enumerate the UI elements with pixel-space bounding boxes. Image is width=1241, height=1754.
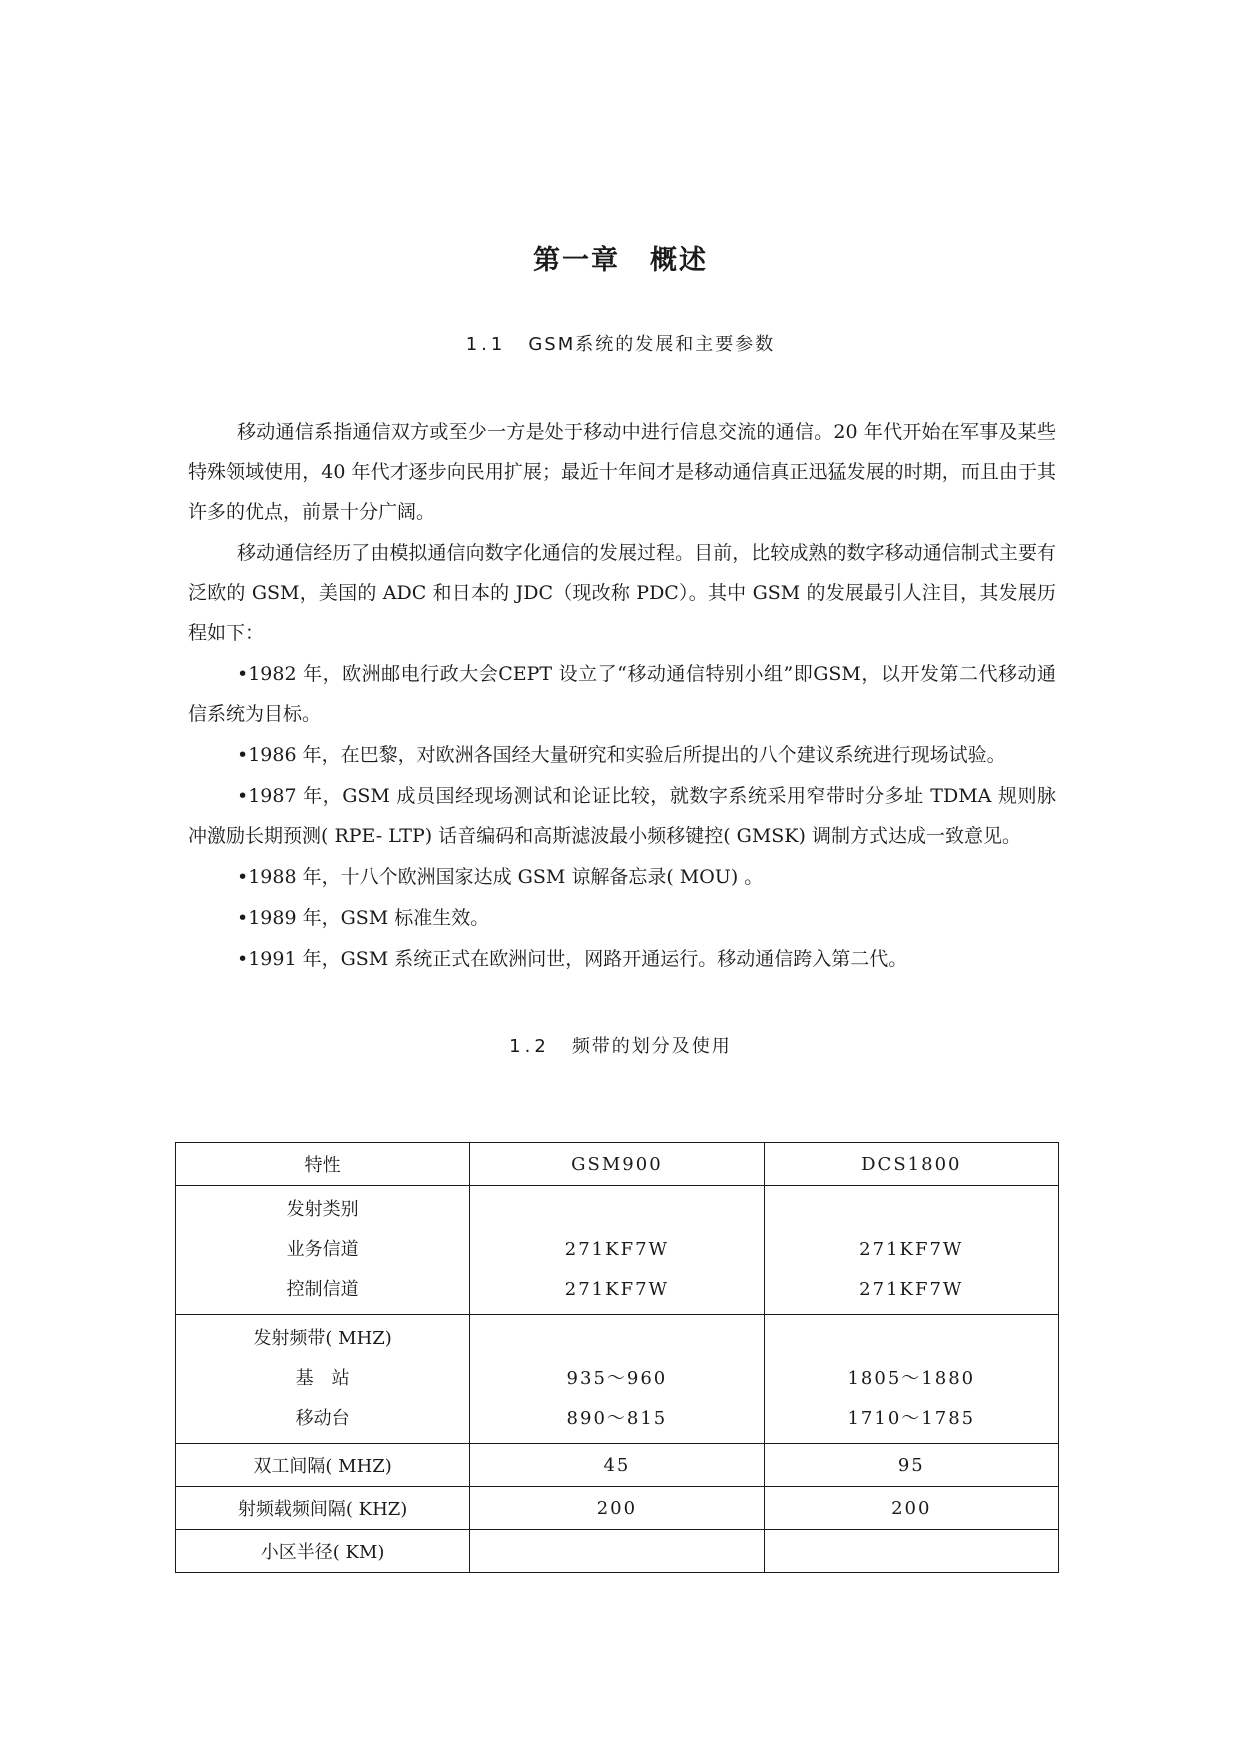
section-heading-1-2 [0, 1032, 1241, 1058]
history-bullet: •1982 年，欧洲邮电行政大会CEPT 设立了“移动通信特别小组”即GSM，以开发第二代移动通信系统为目标。 [188, 663, 1056, 725]
row-sublabel: 移动台 [295, 1408, 350, 1429]
row-sublabel: 业务信道 [286, 1239, 359, 1260]
row-label: 射频载频间隔( KHZ) [176, 1487, 470, 1530]
table-row-emission [176, 1186, 1059, 1315]
table-value: 935～960 [566, 1368, 668, 1389]
table-value: 271KF7W [564, 1279, 670, 1300]
row-label: 双工间隔( MHZ) [176, 1444, 470, 1487]
table-row-duplex [176, 1444, 1059, 1487]
table-cell [176, 1315, 470, 1444]
table-value: 1805～1880 [847, 1368, 976, 1389]
chapter-number: 第一章 [533, 245, 620, 276]
table-cell [176, 1186, 470, 1315]
row-sublabel: 基 站 [295, 1368, 350, 1389]
table-value: 271KF7W [859, 1279, 964, 1300]
body-text [188, 412, 1056, 980]
table-row-cell-radius [176, 1530, 1059, 1573]
table-value: 200 [764, 1487, 1058, 1530]
section-title-text: 频带的划分及使用 [571, 1036, 732, 1057]
table-value: 200 [470, 1487, 764, 1530]
section-heading-1-1 [0, 330, 1241, 356]
chapter-heading: 概述 [650, 245, 708, 276]
header-cell: GSM900 [470, 1143, 764, 1186]
table-value [470, 1530, 764, 1573]
header-cell: DCS1800 [764, 1143, 1058, 1186]
table-value: 271KF7W [564, 1239, 670, 1260]
table-cell [470, 1186, 764, 1315]
table-row-band [176, 1315, 1059, 1444]
history-bullet: •1991 年，GSM 系统正式在欧洲问世，网路开通运行。移动通信跨入第二代。 [237, 948, 908, 970]
section-number: 1.1 [465, 334, 507, 355]
table-cell [764, 1315, 1058, 1444]
history-bullet: •1986 年，在巴黎，对欧洲各国经大量研究和实验后所提出的八个建议系统进行现场试验。 [237, 744, 1006, 766]
table-value: 95 [764, 1444, 1058, 1487]
table-value: 271KF7W [859, 1239, 964, 1260]
row-label: 小区半径( KM) [176, 1530, 470, 1573]
table-cell [764, 1186, 1058, 1315]
table-value: 45 [470, 1444, 764, 1487]
table-value [764, 1530, 1058, 1573]
table-cell [470, 1315, 764, 1444]
history-bullet: •1987 年，GSM 成员国经现场测试和论证比较，就数字系统采用窄带时分多址 TDMA 规则脉冲激励长期预测( RPE- LTP) 话音编码和高斯滤波最小频移键控( GMSK) 调制方式达成一致意见。 [188, 785, 1056, 847]
history-bullet: •1989 年，GSM 标准生效。 [237, 907, 490, 929]
paragraph: 移动通信经历了由模拟通信向数字化通信的发展过程。目前，比较成熟的数字移动通信制式主要有泛欧的 GSM，美国的 ADC 和日本的 JDC（现改称 PDC）。其中 GSM 的发展最引人注目，其发展历程如下： [188, 542, 1056, 644]
table-value: 890～815 [566, 1408, 668, 1429]
paragraph: 移动通信系指通信双方或至少一方是处于移动中进行信息交流的通信。20 年代开始在军事及某些特殊领域使用，40 年代才逐步向民用扩展；最近十年间才是移动通信真正迅猛发展的时期，而且由于其许多的优点，前景十分广阔。 [188, 421, 1056, 523]
chapter-title [0, 238, 1241, 277]
table-header-row [176, 1143, 1059, 1186]
table-row-carrier [176, 1487, 1059, 1530]
history-bullet: •1988 年，十八个欧洲国家达成 GSM 谅解备忘录( MOU) 。 [237, 866, 764, 888]
frequency-spec-table [175, 1142, 1059, 1573]
section-title-text: GSM系统的发展和主要参数 [528, 334, 776, 355]
section-number: 1.2 [509, 1036, 550, 1057]
table-value: 1710～1785 [847, 1408, 976, 1429]
row-label: 发射频带( MHZ) [253, 1328, 392, 1349]
header-cell: 特性 [176, 1143, 470, 1186]
row-sublabel: 控制信道 [286, 1279, 359, 1300]
row-label: 发射类别 [286, 1199, 359, 1220]
